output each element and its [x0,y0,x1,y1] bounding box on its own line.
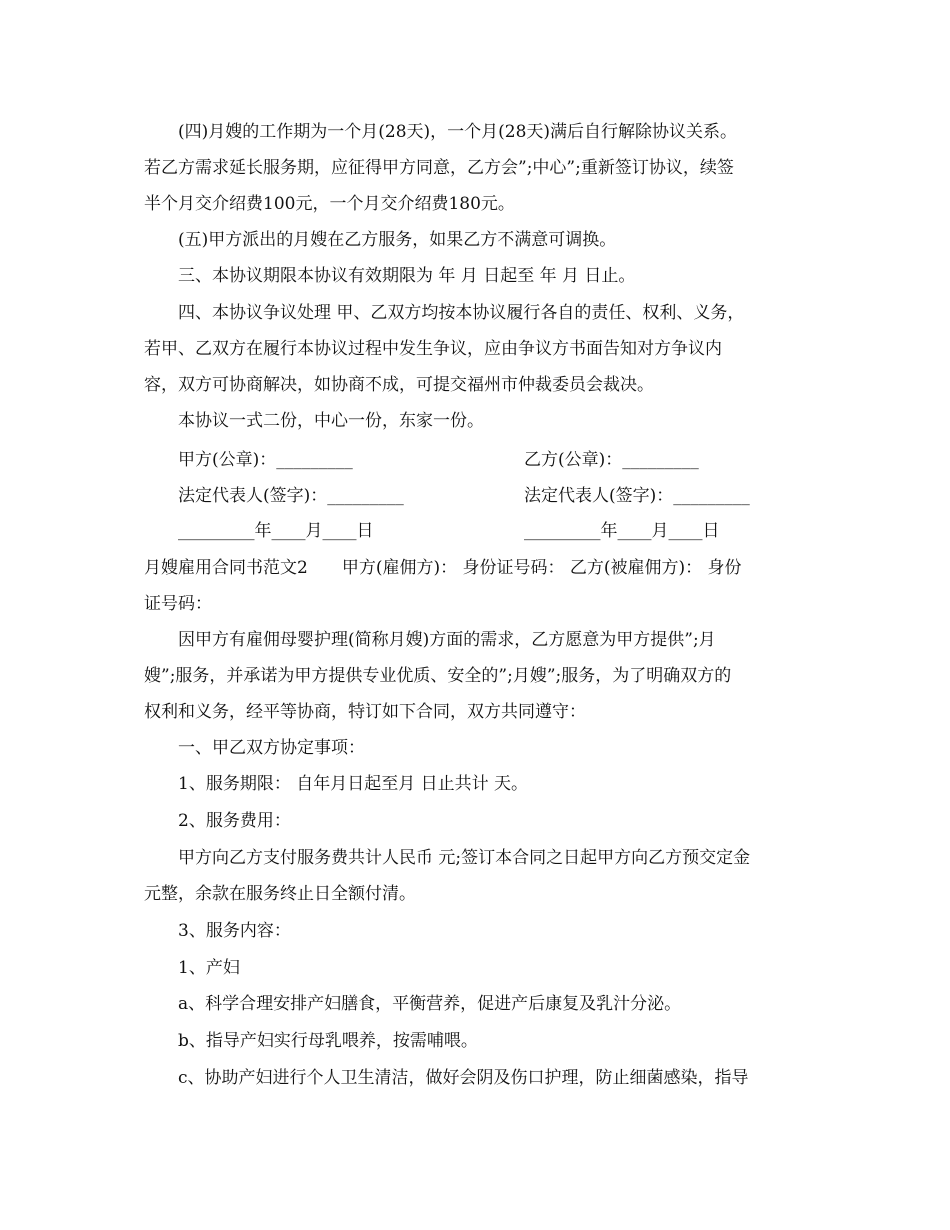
party-b-date: _________年____月____日 [524,521,720,541]
paragraph-line: 2、服务费用： [178,811,291,831]
paragraph-line: 本协议一式二份，中心一份，东家一份。 [178,411,484,431]
paragraph-line: 甲方向乙方支付服务费共计人民币 元;签订本合同之日起甲方向乙方预交定金 [178,848,751,868]
paragraph-line: (四)月嫂的工作期为一个月(28天)，一个月(28天)满后自行解除协议关系。 [178,122,738,142]
paragraph-line: 1、服务期限： 自年月日起至月 日止共计 天。 [178,774,529,794]
paragraph-line: 证号码： [144,594,212,614]
paragraph-line: (五)甲方派出的月嫂在乙方服务，如果乙方不满意可调换。 [178,230,617,250]
paragraph-line: 若乙方需求延长服务期，应征得甲方同意，乙方会”;中心”;重新签订协议，续签 [144,158,734,178]
paragraph-line: a、科学合理安排产妇膳食，平衡营养，促进产后康复及乳汁分泌。 [178,994,682,1014]
paragraph-line: 一、甲乙双方协定事项： [178,738,365,758]
paragraph-line: 3、服务内容： [178,921,291,941]
party-a-representative: 法定代表人(签字)：_________ [178,486,404,506]
paragraph-line: c、协助产妇进行个人卫生清洁，做好会阴及伤口护理，防止细菌感染，指导 [178,1068,749,1088]
party-a-date: _________年____月____日 [178,521,374,541]
paragraph-line: 因甲方有雇佣母婴护理(简称月嫂)方面的需求，乙方愿意为甲方提供”;月 [178,630,716,650]
paragraph-line: 三、本协议期限本协议有效期限为 年 月 日起至 年 月 日止。 [178,266,636,286]
paragraph-line: 元整，余款在服务终止日全额付清。 [144,884,416,904]
paragraph-line: 容，双方可协商解决，如协商不成，可提交福州市仲裁委员会裁决。 [144,375,654,395]
paragraph-line: b、指导产妇实行母乳喂养，按需哺喂。 [178,1031,478,1051]
paragraph-line: 1、产妇 [178,958,240,978]
paragraph-line: 嫂”;服务，并承诺为甲方提供专业优质、安全的”;月嫂”;服务，为了明确双方的 [144,666,732,686]
party-a-seal: 甲方(公章)：_________ [178,450,353,470]
party-b-seal: 乙方(公章)：_________ [524,450,699,470]
party-b-representative: 法定代表人(签字)：_________ [524,486,750,506]
section-heading: 月嫂雇用合同书范文2 甲方(雇佣方)： 身份证号码： 乙方(被雇佣方)： 身份 [144,558,742,578]
paragraph-line: 四、本协议争议处理 甲、乙双方均按本协议履行各自的责任、权利、义务， [178,303,745,323]
paragraph-line: 若甲、乙双方在履行本协议过程中发生争议，应由争议方书面告知对方争议内 [144,339,722,359]
paragraph-line: 半个月交介绍费100元，一个月交介绍费180元。 [144,194,515,214]
paragraph-line: 权利和义务，经平等协商，特订如下合同，双方共同遵守： [144,702,586,722]
